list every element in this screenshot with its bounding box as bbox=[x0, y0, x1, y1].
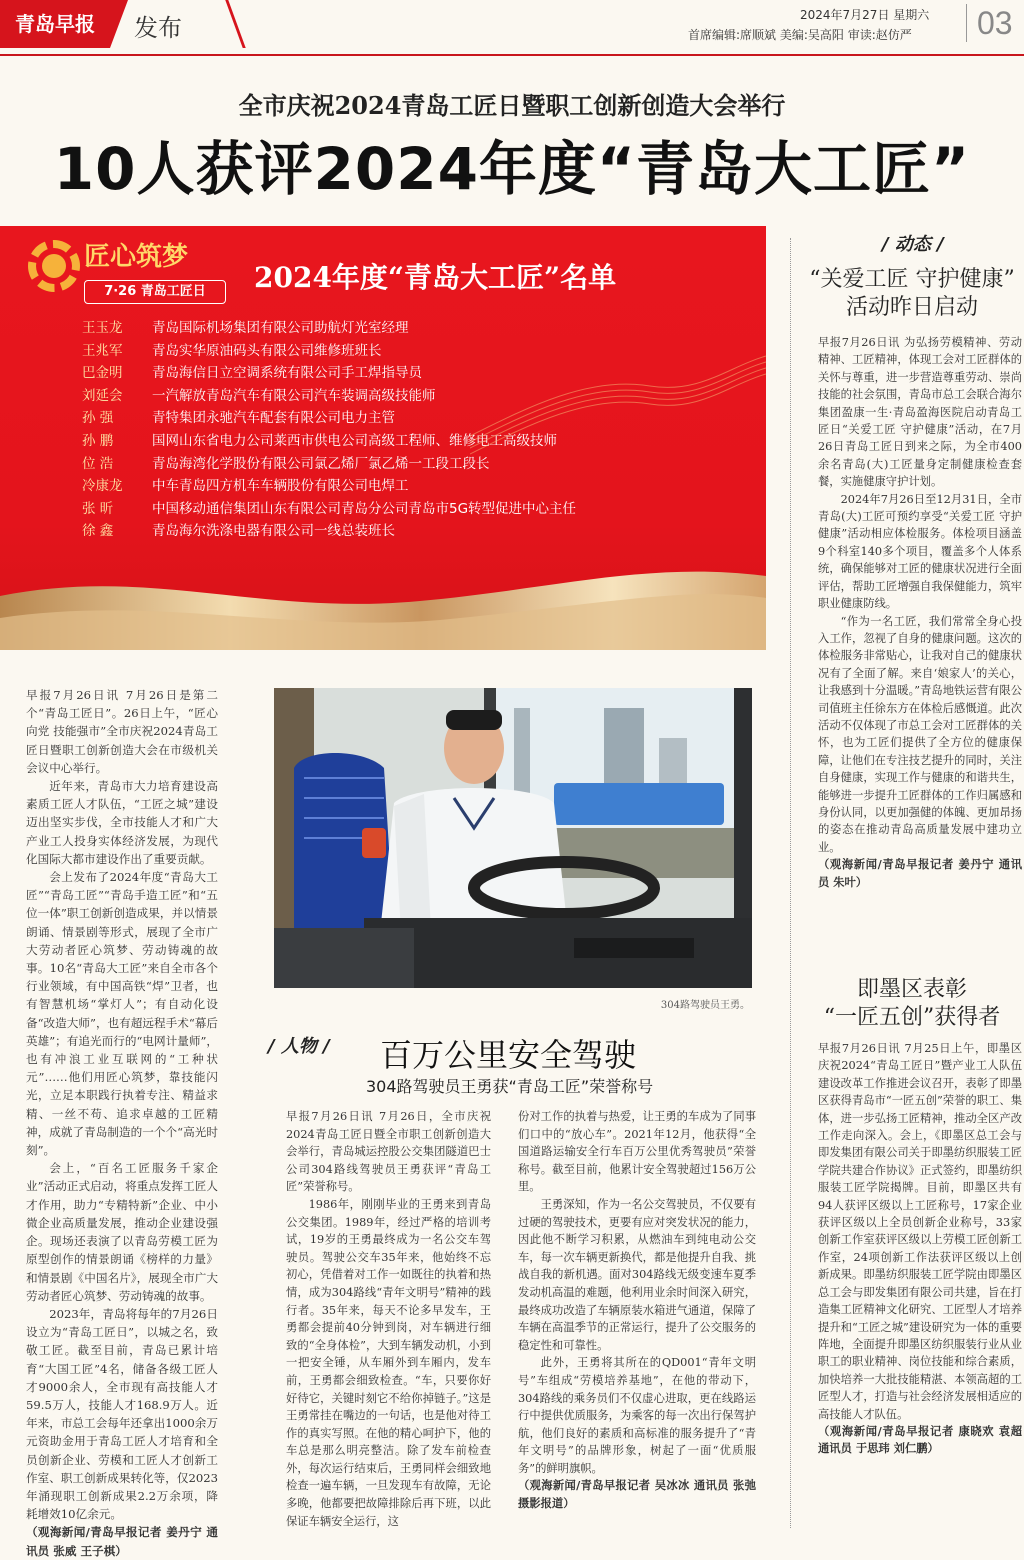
sidebar-paragraph: 早报7月26日讯 7月25日上午，即墨区庆祝2024“青岛工匠日”暨产业工人队伍建设改革工作推进会议召开，表彰了即墨区获得青岛市“一匠五创”荣誉的职工、集体，进一步弘扬工匠精神，推动全区产改工作走向深入。会上，《即墨区总工会与即发集团有限公司关于即墨纺织服装工匠学院共建合作协议》正式签约，即墨纺织服装工匠学院揭牌。目前，即墨区共有94人获评区级以上工匠称号，17家企业获评区级以上全员创新企业称号，33家创新工作室获评区级以上劳模工匠创新工作室，24项创新工作法获评区级以上创新成果。即墨纺织服装工匠学院由即墨区总工会与即发集团有限公司共建，旨在打造集工匠精神文化研究、工匠型人才培养提升和“工匠之城”建设研究为一体的重要阵地，全面提升即墨区纺织服装行业从业职工的职业精神、岗位技能和综合素质，加快培养一大批技能精湛、本领高超的工匠型人才，打造与社会经济发展相适应的高技能人才队伍。 bbox=[818, 1042, 1022, 1421]
honoree-name: 王兆军 bbox=[82, 342, 123, 359]
honoree-title: 青岛海尔洗涤电器有限公司一线总装班长 bbox=[152, 523, 395, 540]
page-number: 03 bbox=[966, 4, 1013, 42]
main-paragraph: 会上发布了2024年度“青岛大工匠”“青岛工匠”“青岛手造工匠”和“五位一体”职工创新创造成果，并以情景朗诵、情景剧等形式，展现了全市广大劳动者匠心筑梦、劳动铸魂的故事。10名“青岛大工匠”来自全市各个行业领域，有中国高铁“焊”卫者，也有智慧机场“掌灯人”；有自动化设备“改造大师”，也有超远程手术“幕后英雄”；有追光而行的“电网计量师”，也有冲浪工业互联网的“工种状元”……他们用匠心筑梦，靠技能闪光，立足本职践行执着专注、精益求精、一丝不苟、追求卓越的工匠精神，成就了青岛制造的一个个“高光时刻”。 bbox=[26, 870, 218, 1158]
event-badge bbox=[14, 230, 226, 314]
sidebar-paragraph: “作为一名工匠，我们常常全身心投入工作，忽视了自身的健康问题。这次的体检服务非常贴心，让我对自己的健康状况有了全面了解。来自‘娘家人’的关心，让我感到十分温暖。”青岛地铁运营有限公司值班主任徐东方在体检后感慨道。此次活动不仅体现了市总工会对工匠群体的关怀，也为工匠们提供了全方位的健康保障，让他们在专注技艺提升的同时，关注自身健康，实现工作与健康的和谐共生，能够进一步提升工匠群体的工作归属感和身份认同，以更加强健的体魄、更加昂扬的姿态在推动青岛高质量发展中建功立业。 bbox=[818, 614, 1022, 854]
sidebar-byline: （观海新闻/青岛早报记者 康晓欢 袁超 通讯员 于思玮 刘仁鹏） bbox=[818, 1423, 1022, 1456]
honoree-title: 国网山东省电力公司莱西市供电公司高级工程师、维修电工高级技师 bbox=[152, 433, 557, 449]
main-paragraph: 会上，“百名工匠服务千家企业”活动正式启动，将重点发挥工匠人才作用，助力“专精特新”企业、中小微企业高质量发展，推动企业建设强企。现场还表演了以青岛劳模工匠为原型创作的情景朗诵《榜样的力量》和情景剧《中国名片》，展现全市广大劳动者匠心筑梦、劳动铸魂的故事。 bbox=[26, 1161, 218, 1303]
honoree-row bbox=[82, 361, 422, 381]
honoree-row bbox=[82, 316, 409, 336]
bus-driver-image bbox=[274, 688, 752, 988]
main-paragraph: 近年来，青岛市大力培育建设高素质工匠人才队伍，“工匠之城”建设迈出坚实步伐，全市技能人才和广大产业工人投身实体经济发展，为现代化国际大都市建设作出了重要贡献。 bbox=[26, 779, 218, 866]
honoree-name: 孙 强 bbox=[82, 410, 114, 427]
feature-deck: 304路驾驶员王勇获“青岛工匠”荣誉称号 bbox=[366, 1077, 654, 1096]
issue-date: 2024年7月27日 星期六 bbox=[800, 8, 930, 22]
honoree-title: 青岛海信日立空调系统有限公司手工焊指导员 bbox=[152, 365, 422, 382]
sidebar-story2-title-line2: “一匠五创”获得者 bbox=[823, 1005, 1001, 1030]
sidebar-divider bbox=[790, 238, 791, 1528]
feature-paragraph: 早报7月26日讯 7月26日，全市庆祝2024青岛工匠日暨全市职工创新创造大会举行，青岛城运控股公交集团隧道巴士公司304路线驾驶员王勇获评“青岛工匠”荣誉称号。 bbox=[286, 1110, 491, 1194]
headline-title: 10人获评2024年度“青岛大工匠” bbox=[53, 135, 971, 203]
feature-column-1 bbox=[286, 1108, 491, 1530]
honoree-title: 一汽解放青岛汽车有限公司汽车装调高级技能师 bbox=[152, 387, 436, 404]
feature-paragraph: 份对工作的执着与热爱，让王勇的车成为了同事们口中的“放心车”。2021年12月，他获得“全国道路运输安全行车百万公里优秀驾驶员”荣誉称号。截至目前，他累计安全驾驶超过156万公里。 bbox=[518, 1110, 756, 1194]
photo-caption: 304路驾驶员王勇。 bbox=[660, 1000, 750, 1011]
gear-hub-icon bbox=[42, 254, 66, 278]
honoree-list-title: 2024年度“青岛大工匠”名单 bbox=[254, 261, 617, 294]
honoree-row bbox=[82, 339, 382, 359]
sidebar-story2-body bbox=[818, 1040, 1022, 1458]
sidebar-story1-title bbox=[800, 266, 1024, 322]
sidebar-story1-title-line2: 活动昨日启动 bbox=[845, 295, 978, 320]
honoree-row bbox=[82, 384, 436, 404]
honoree-name: 冷康龙 bbox=[82, 478, 123, 495]
sidebar-story2-title-line1: 即墨区表彰 bbox=[856, 977, 967, 1002]
headline-subtitle: 全市庆祝2024青岛工匠日暨职工创新创造大会举行 bbox=[238, 91, 786, 120]
main-paragraph: 2023年，青岛将每年的7月26日设立为“青岛工匠日”，以城之名，致敬工匠。截至目前，青岛已累计培育“大国工匠”4名，储备各级工匠人才9000余人，全市现有高技能人才59.5万人，技能人才168.9万人。近年来，市总工会每年还拿出1000余万元资助金用于青岛工匠人才培育和全员创新企业、劳模和工匠人才创新工作室、职工创新成果转化等，仅2023年涌现职工创新成果2.2万余项，降耗增效10亿余元。 bbox=[26, 1306, 218, 1522]
sidebar-tag: / 动态 / bbox=[882, 234, 944, 255]
sidebar-story1-title-line1: “关爱工匠 守护健康” bbox=[809, 267, 1015, 292]
badge-subtitle: 7·26 青岛工匠日 bbox=[84, 280, 226, 304]
honoree-title: 青岛实华原油码头有限公司维修班班长 bbox=[152, 342, 382, 359]
driver-photo bbox=[274, 688, 752, 988]
wave-lines-decoration bbox=[470, 346, 766, 456]
main-byline: （观海新闻/青岛早报记者 姜丹宁 通讯员 张威 王子棋） bbox=[26, 1525, 218, 1558]
sidebar-story1-body bbox=[818, 334, 1022, 891]
feature-rubric: / 人物 / bbox=[268, 1036, 330, 1057]
honoree-name: 张 昕 bbox=[82, 500, 114, 517]
honoree-row bbox=[82, 474, 409, 494]
masthead-stroke-icon bbox=[191, 0, 245, 48]
honoree-name: 刘延会 bbox=[82, 387, 123, 404]
sidebar-story2-title bbox=[800, 976, 1024, 1032]
sidebar-byline: （观海新闻/青岛早报记者 姜丹宁 通讯员 朱叶） bbox=[818, 857, 1022, 889]
main-paragraph: 早报7月26日讯 7月26日是第二个“青岛工匠日”。26日上午，“匠心向党 技能强市”全市庆祝2024青岛工匠日暨职工创新创造大会在市级机关会议中心举行。 bbox=[26, 688, 218, 775]
gold-ribbon-decoration bbox=[0, 556, 766, 650]
feature-paragraph: 此外，王勇将其所在的QD001“青年文明号”车组成“劳模培养基地”，在他的带动下，304路线的乘务员们不仅虚心进取，更在线路运行中提供优质服务，为乘客的每一次出行保驾护航，他们良好的素质和高标准的服务提升了“青年文明号”的品牌形象，树起了一面“优质服务”的鲜明旗帜。 bbox=[518, 1356, 756, 1475]
editor-credits: 首席编辑:席顺斌 美编:吴高阳 审读:赵仿严 bbox=[688, 28, 912, 42]
honoree-row bbox=[82, 519, 395, 539]
honoree-row bbox=[82, 497, 576, 517]
main-article bbox=[26, 686, 218, 1560]
sidebar-paragraph: 早报7月26日讯 为弘扬劳模精神、劳动精神、工匠精神，体现工会对工匠群体的关怀与尊重，进一步营造尊重劳动、崇尚技能的社会氛围，青岛市总工会联合海尔集团盈康一生·青岛盈海医院启动青岛工匠日“关爱工匠 守护健康”活动，在7月26日青岛工匠日到来之际，为全市400余名青岛(大)工匠量身定制健康检查套餐，实施健康守护计划。 bbox=[818, 336, 1022, 489]
honoree-name: 孙 鹏 bbox=[82, 433, 114, 449]
sidebar-paragraph: 2024年7月26日至12月31日，全市青岛(大)工匠可预约享受“关爱工匠 守护健康”活动相应体检服务。体检项目涵盖9个科室140多个项目，覆盖多个人体系统，确保能够对工匠的健康状况进行全面评估，帮助工匠增强自我保健能力，筑牢职业健康防线。 bbox=[818, 492, 1022, 611]
honoree-name: 徐 鑫 bbox=[82, 523, 114, 540]
feature-byline: （观海新闻/青岛早报记者 吴冰冰 通讯员 张弛 摄影报道） bbox=[518, 1478, 756, 1511]
honoree-title: 青特集团永驰汽车配套有限公司电力主管 bbox=[152, 410, 395, 427]
honoree-title: 中国移动通信集团山东有限公司青岛分公司青岛市5G转型促进中心主任 bbox=[152, 500, 577, 517]
honoree-title: 青岛海湾化学股份有限公司氯乙烯厂氯乙烯一工段工段长 bbox=[152, 455, 490, 472]
masthead bbox=[0, 0, 1024, 56]
feature-paragraph: 1986年，刚刚毕业的王勇来到青岛公交集团。1989年，经过严格的培训考试，19岁的王勇最终成为一名公交车驾驶员。驾驶公交车35年来，他始终不忘初心，凭借着对工作一如既往的执着和热情，成为304路线“青年文明号”精神的践行者。35年来，每天不论多早发车，王勇都会提前40分钟到岗，对车辆进行细致的“全身体检”，大到车辆发动机，小到一把安全锤，从车厢外到车厢内，发车前，王勇都会细致检查。“车，只要你好好待它，关键时刻它不给你掉链子。”这是王勇常挂在嘴边的一句话，也是他对待工作的真实写照。在他的精心呵护下，他的车总是那么明亮整洁。除了发车前检查外，每次运行结束后，王勇同样会细致地检查一遍车辆，一旦发现车有故障，无论多晚，他都要把故障排除后再下班，以此保证车辆安全运行，这 bbox=[286, 1197, 491, 1528]
honoree-row bbox=[82, 406, 395, 426]
honoree-name: 巴金明 bbox=[82, 365, 123, 382]
section-name: 发布 bbox=[134, 14, 182, 42]
honoree-title: 青岛国际机场集团有限公司助航灯光室经理 bbox=[152, 320, 409, 336]
honoree-name: 位 浩 bbox=[82, 455, 114, 472]
honoree-banner bbox=[0, 226, 766, 650]
badge-title: 匠心筑梦 bbox=[84, 242, 189, 272]
honoree-title: 中车青岛四方机车车辆股份有限公司电焊工 bbox=[152, 478, 409, 495]
feature-title: 百万公里安全驾驶 bbox=[380, 1036, 637, 1074]
newspaper-logo: 青岛早报 bbox=[0, 0, 110, 48]
feature-paragraph: 王勇深知，作为一名公交驾驶员，不仅要有过硬的驾驶技术，更要有应对突发状况的能力，因此他不断学习积累，从燃油车到纯电动公交车，每一次车辆更新换代，都是他提升自我、挑战自我的新机遇。面对304路线无级变速车夏季发动机高温的难题，他利用业余时间深入研究，最终成功改造了车辆原装水箱进气通道，保障了车辆在高温季节的正常运行，提升了公交服务的稳定性和可靠性。 bbox=[518, 1197, 756, 1352]
honoree-row bbox=[82, 452, 490, 472]
logo-tail-shape bbox=[110, 0, 128, 48]
feature-column-2 bbox=[518, 1108, 756, 1513]
honoree-name: 王玉龙 bbox=[82, 320, 123, 336]
